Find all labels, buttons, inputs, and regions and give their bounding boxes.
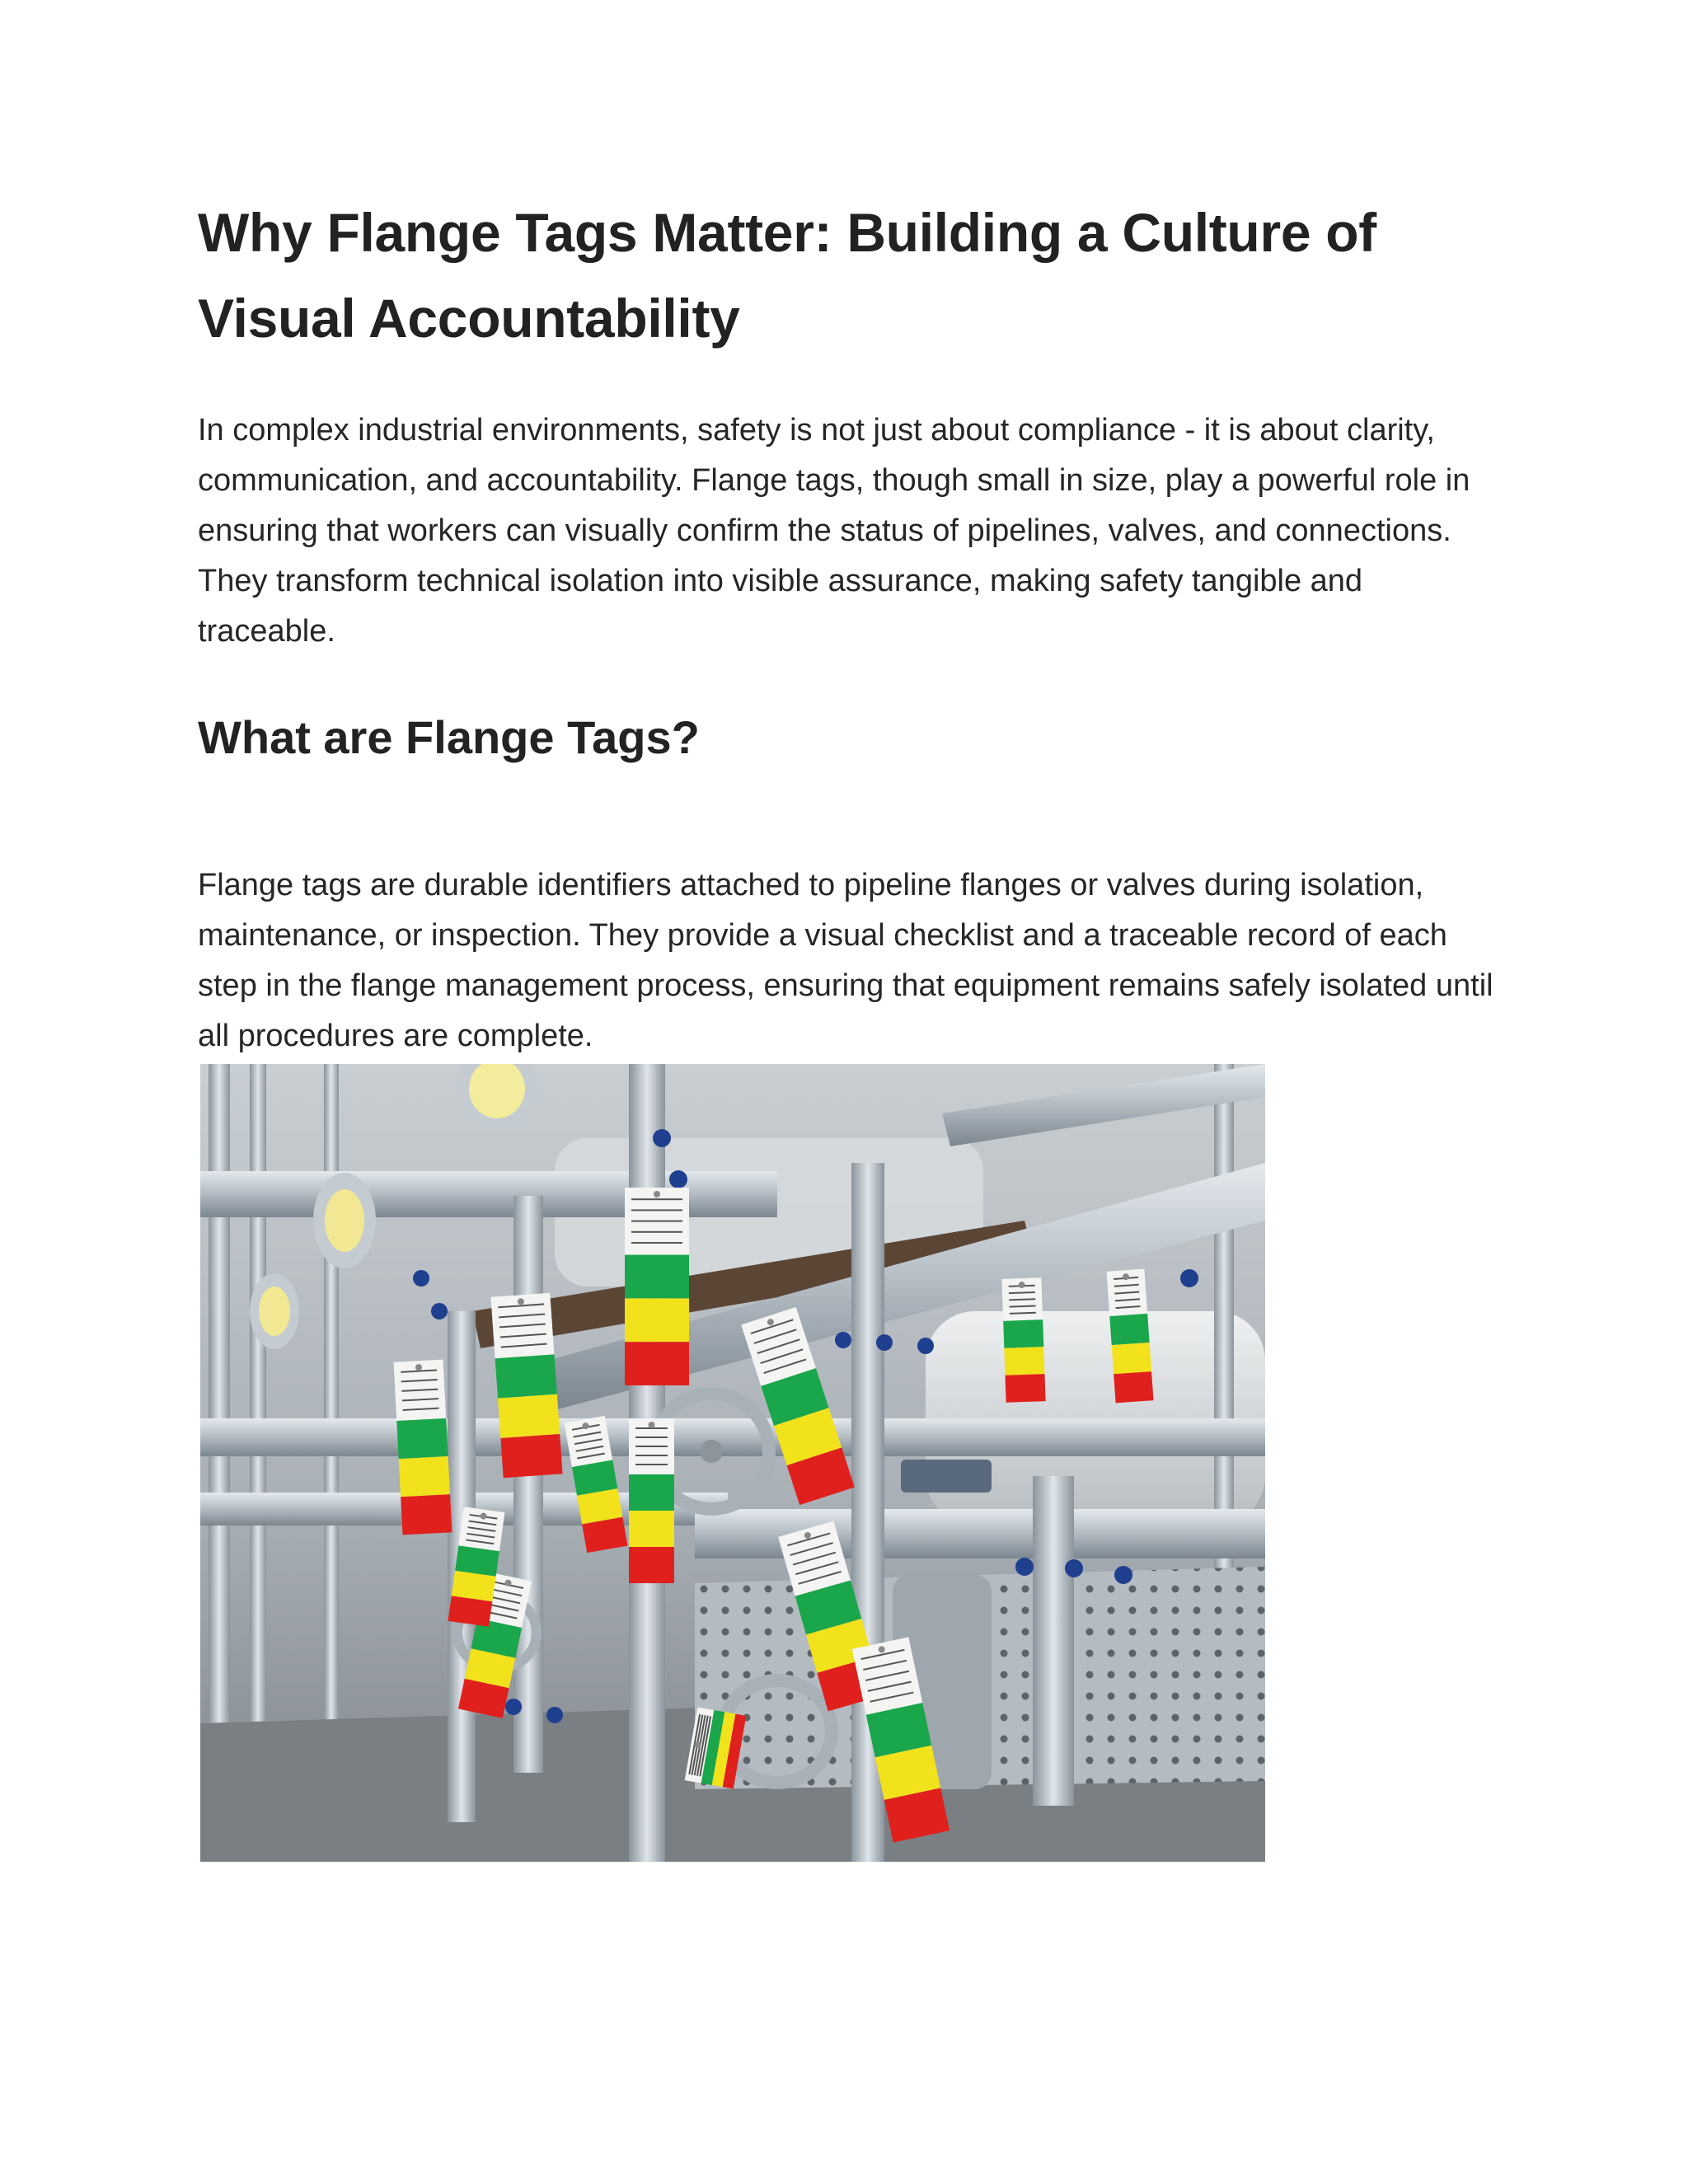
flange-tag bbox=[629, 1418, 674, 1583]
photo-illustration bbox=[200, 1064, 1265, 1862]
intro-paragraph: In complex industrial environments, safety is not just about compliance - it is about clarity, communication, and accountability. Flange tags, though small in size, play a powerful role in ensuring that workers can visually confirm the status of pipelines, valves, and connections. They transform technical isolation into visible assurance, making safety tangible and traceable. bbox=[198, 413, 1470, 649]
section-heading: What are Flange Tags? bbox=[198, 711, 700, 763]
flange-tags-photo bbox=[200, 1064, 1265, 1862]
flange-tag bbox=[490, 1293, 562, 1478]
section-paragraph: Flange tags are durable identifiers attached to pipeline flanges or valves during isolation, maintenance, or inspection. They provide a visual checklist and a traceable record of each step in the flange management process, ensuring that equipment remains safely isolated until all procedures are complete. bbox=[198, 868, 1493, 1053]
article bbox=[198, 190, 1500, 1053]
flange-tag bbox=[625, 1188, 689, 1385]
flange-tag bbox=[394, 1360, 452, 1535]
article-title: Why Flange Tags Matter: Building a Culture of Visual Accountability bbox=[198, 202, 1376, 349]
flange-tag bbox=[1001, 1277, 1045, 1403]
